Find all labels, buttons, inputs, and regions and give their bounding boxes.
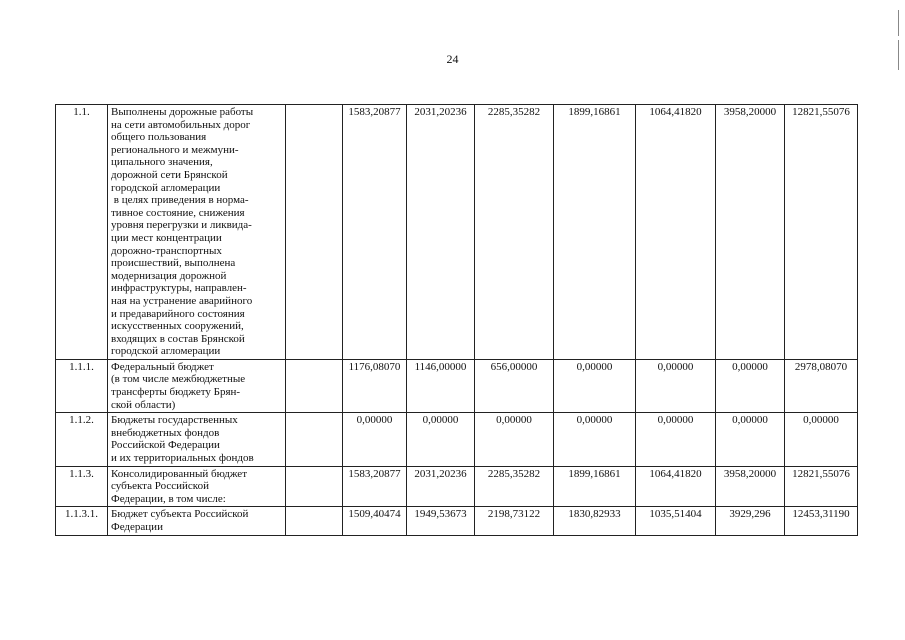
description-line: Российской Федерации [111, 439, 220, 452]
description-line: Федеральный бюджет [111, 360, 214, 373]
value-cell: 1035,51404 [636, 507, 716, 535]
description-line: внебюджетных фондов [111, 426, 220, 439]
description-line: модернизация дорожной [111, 269, 227, 282]
value-cell: 1949,53673 [407, 507, 475, 535]
description-line: и предаварийного состояния [111, 307, 245, 320]
value-cell: 0,00000 [636, 413, 716, 466]
value-cell: 1509,40474 [343, 507, 407, 535]
scan-edge-mark [898, 40, 899, 70]
table-body [56, 105, 858, 536]
value-cell: 0,00000 [343, 413, 407, 466]
row-number: 1.1.3. [56, 466, 108, 507]
total-value-cell: 12453,31190 [785, 507, 858, 535]
description-line: ная на устранение аварийного [111, 294, 253, 307]
value-cell: 3958,20000 [716, 105, 785, 360]
row-description [108, 359, 286, 412]
table-row [56, 413, 858, 466]
value-cell: 2198,73122 [475, 507, 554, 535]
description-line: городской агломерации [111, 181, 221, 194]
description-line: Федерации, в том числе: [111, 492, 226, 505]
description-line: Федерации [111, 521, 163, 533]
description-line: ской области) [111, 398, 176, 411]
description-line: Консолидированный бюджет [111, 467, 248, 480]
page-number: 24 [446, 52, 459, 66]
description-line: происшествий, выполнена [111, 257, 236, 270]
value-cell: 0,00000 [475, 413, 554, 466]
value-cell: 3929,296 [716, 507, 785, 535]
value-cell: 656,00000 [475, 359, 554, 412]
table-row [56, 507, 858, 535]
total-value-cell: 12821,55076 [785, 105, 858, 360]
table-row [56, 105, 858, 360]
empty-cell [286, 105, 343, 360]
description-line: входящих в состав Брянской [111, 332, 245, 345]
value-cell: 1146,00000 [407, 359, 475, 412]
total-value-cell: 2978,08070 [785, 359, 858, 412]
value-cell: 1176,08070 [343, 359, 407, 412]
value-cell: 0,00000 [407, 413, 475, 466]
description-line: городской агломерации [111, 345, 221, 358]
description-line: Бюджеты государственных [111, 414, 238, 427]
description-line: субъекта Российской [111, 480, 209, 493]
row-description [108, 466, 286, 507]
value-cell: 1583,20877 [343, 105, 407, 360]
row-number: 1.1.1. [56, 359, 108, 412]
description-line: дорожно-транспортных [111, 244, 222, 257]
scan-edge-mark [898, 10, 899, 36]
empty-cell [286, 359, 343, 412]
row-description [108, 413, 286, 466]
description-line: искусственных сооружений, [111, 320, 244, 333]
description-line: Бюджет субъекта Российской [111, 508, 249, 521]
total-value-cell: 12821,55076 [785, 466, 858, 507]
description-line: инфраструктуры, направлен- [111, 282, 247, 295]
total-value-cell: 0,00000 [785, 413, 858, 466]
description-line: в целях приведения в норма- [111, 194, 249, 207]
value-cell: 1064,41820 [636, 105, 716, 360]
description-line: (в том числе межбюджетные [111, 373, 246, 386]
value-cell: 2285,35282 [475, 466, 554, 507]
row-number: 1.1.2. [56, 413, 108, 466]
description-line: и их территориальных фондов [111, 452, 254, 465]
value-cell: 1899,16861 [554, 466, 636, 507]
budget-table [55, 104, 858, 536]
value-cell: 3958,20000 [716, 466, 785, 507]
value-cell: 0,00000 [716, 359, 785, 412]
value-cell: 0,00000 [554, 413, 636, 466]
value-cell: 0,00000 [716, 413, 785, 466]
description-line: общего пользования [111, 131, 207, 144]
value-cell: 2031,20236 [407, 466, 475, 507]
description-line: регионального и межмуни- [111, 143, 239, 156]
empty-cell [286, 466, 343, 507]
empty-cell [286, 413, 343, 466]
description-line: уровня перегрузки и ликвида- [111, 219, 252, 232]
value-cell: 1899,16861 [554, 105, 636, 360]
value-cell: 1064,41820 [636, 466, 716, 507]
description-line: Выполнены дорожные работы [111, 106, 254, 118]
value-cell: 0,00000 [554, 359, 636, 412]
table-row [56, 466, 858, 507]
value-cell: 2285,35282 [475, 105, 554, 360]
description-line: трансферты бюджету Брян- [111, 386, 241, 399]
row-number: 1.1.3.1. [56, 507, 108, 535]
row-description [108, 105, 286, 360]
description-line: ципального значения, [111, 156, 213, 169]
value-cell: 2031,20236 [407, 105, 475, 360]
value-cell: 1583,20877 [343, 466, 407, 507]
description-line: тивное состояние, снижения [111, 206, 245, 219]
description-line: дорожной сети Брянской [111, 168, 228, 181]
table-row [56, 359, 858, 412]
description-line: ции мест концентрации [111, 231, 222, 244]
description-line: на сети автомобильных дорог [111, 118, 251, 131]
value-cell: 1830,82933 [554, 507, 636, 535]
value-cell: 0,00000 [636, 359, 716, 412]
row-number: 1.1. [56, 105, 108, 360]
row-description [108, 507, 286, 535]
empty-cell [286, 507, 343, 535]
